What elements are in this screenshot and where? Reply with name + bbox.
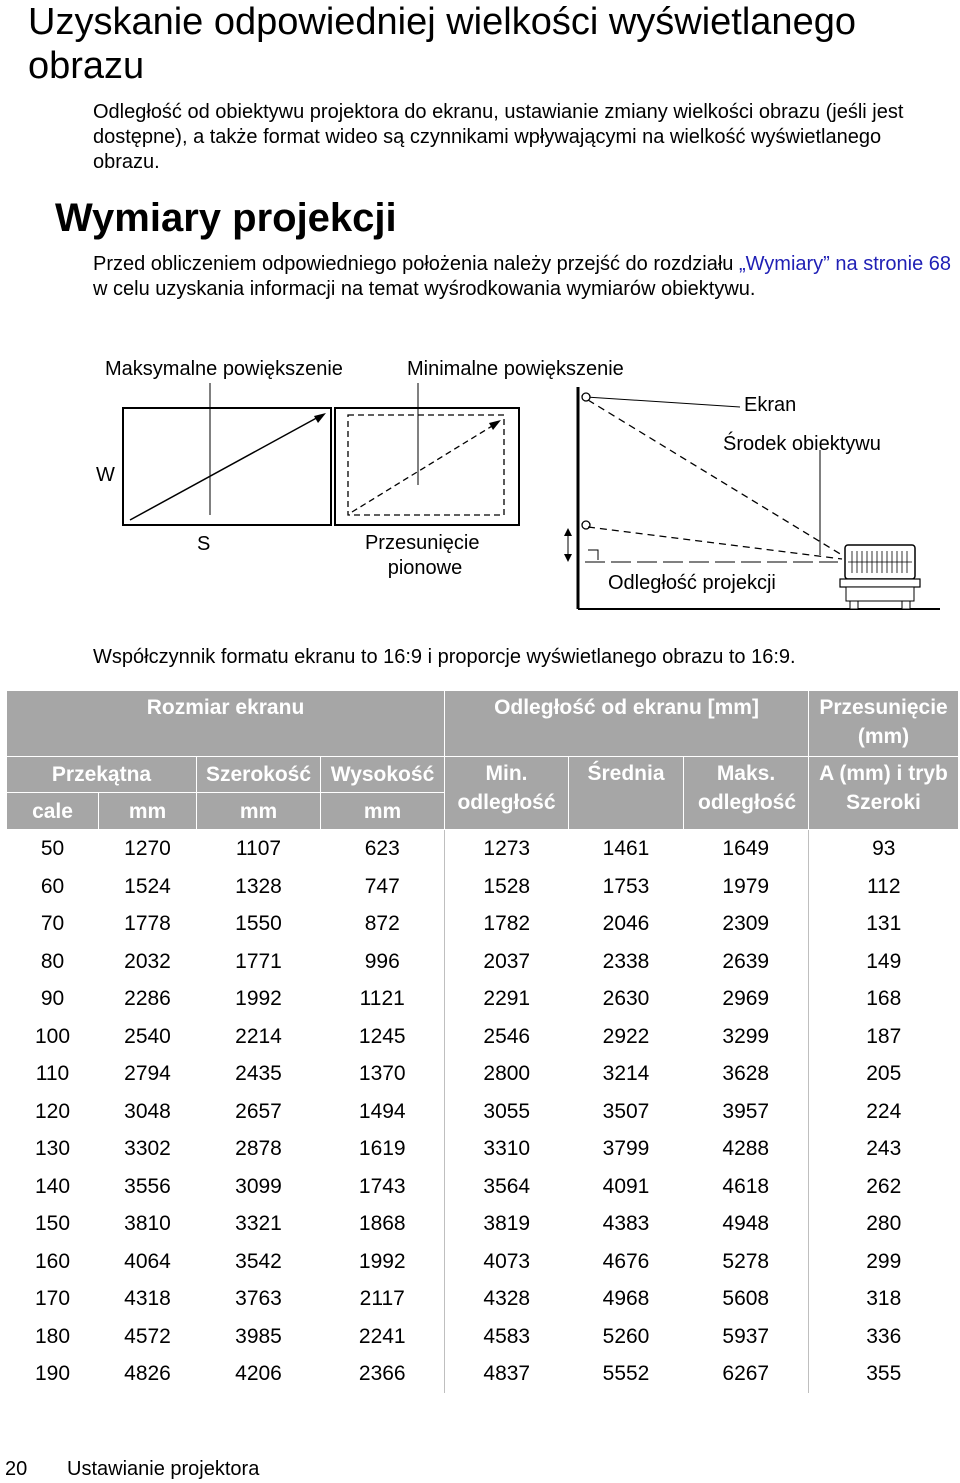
table-row (7, 980, 959, 1018)
table-cell: 2922 (602, 1024, 650, 1048)
table-row (7, 1205, 959, 1243)
table-cell: 4837 (445, 1355, 569, 1393)
table-cell: 1992 (358, 1249, 406, 1273)
table-cell: 2286 (124, 987, 171, 1011)
vertical-shift-arrow-up (564, 528, 572, 536)
header-max-distance: Maks. odległość (684, 757, 809, 830)
table-cell: 4583 (445, 1318, 569, 1356)
vertical-shift-arrow-down (564, 554, 572, 562)
table-cell: 996 (364, 949, 400, 973)
table-cell: 3048 (124, 1099, 171, 1123)
table-cell: 3310 (445, 1130, 569, 1168)
table-cell: 2366 (358, 1362, 406, 1386)
table-cell: 2969 (722, 987, 770, 1011)
table-cell: 1979 (722, 874, 770, 898)
table-cell: 205 (809, 1055, 959, 1093)
table-cell: 1771 (235, 949, 282, 973)
table-cell: 4618 (722, 1174, 770, 1198)
table-cell: 1782 (445, 905, 569, 943)
table-cell: 3321 (235, 1212, 282, 1236)
table-cell: 1778 (124, 912, 171, 936)
table-cell: 93 (809, 830, 959, 868)
table-cell: 50 (40, 837, 65, 861)
table-cell: 2214 (235, 1024, 282, 1048)
screen-pointer-line (586, 397, 740, 407)
table-cell: 623 (364, 837, 400, 861)
vertical-shift-label (365, 532, 485, 579)
screen-label: Ekran (744, 394, 797, 416)
table-cell: 120 (34, 1099, 71, 1123)
table-cell: 3542 (235, 1249, 282, 1273)
table-row (7, 1355, 959, 1393)
section-title: Wymiary projekcji (55, 196, 397, 240)
lens-center-label: Środek obiektywu (723, 433, 881, 455)
table-cell: 5608 (722, 1287, 770, 1311)
header-shift: Przesunięcie (mm) (809, 691, 959, 757)
table-cell: 2032 (124, 949, 171, 973)
s-label: S (197, 533, 211, 555)
header-unit-mm-diagonal: mm (99, 793, 197, 830)
table-row (7, 1280, 959, 1318)
projection-table (6, 690, 959, 1393)
table-cell: 3556 (124, 1174, 171, 1198)
table-cell: 140 (34, 1174, 71, 1198)
table-cell: 110 (35, 1062, 70, 1086)
header-avg-distance: Średnia (569, 757, 684, 830)
table-cell: 3055 (445, 1093, 569, 1131)
table-cell: 747 (364, 874, 400, 898)
header-diagonal: Przekątna (7, 757, 197, 793)
header-width: Szerokość (197, 757, 321, 793)
table-cell: 3763 (235, 1287, 282, 1311)
table-cell: 3507 (602, 1099, 650, 1123)
table-cell: 4968 (602, 1287, 650, 1311)
table-cell: 4288 (722, 1137, 770, 1161)
paragraph-text-before: Przed obliczeniem odpowiedniego położenia należy przejść do rozdziału (93, 253, 739, 275)
table-cell: 336 (809, 1318, 959, 1356)
table-row (7, 1318, 959, 1356)
max-zoom-arrow (314, 413, 326, 423)
table-cell: 318 (809, 1280, 959, 1318)
vertical-shift-label-line-2: pionowe (387, 557, 463, 579)
projection-distance-label: Odległość projekcji (608, 572, 776, 594)
table-cell: 4318 (124, 1287, 171, 1311)
vertical-shift-label-line-1: Przesunięcie (364, 532, 480, 554)
table-cell: 2046 (602, 912, 650, 936)
table-cell: 3628 (722, 1062, 770, 1086)
table-cell: 4676 (602, 1249, 650, 1273)
table-cell: 3819 (445, 1205, 569, 1243)
table-cell: 90 (40, 987, 65, 1011)
table-cell: 299 (809, 1243, 959, 1281)
dimensions-paragraph (93, 252, 953, 302)
table-cell: 2546 (445, 1018, 569, 1056)
page-number: 20 (5, 1458, 28, 1480)
table-cell: 872 (364, 912, 400, 936)
table-cell: 1370 (358, 1062, 406, 1086)
table-cell: 190 (34, 1362, 71, 1386)
header-distance: Odległość od ekranu [mm] (445, 691, 809, 757)
table-cell: 280 (809, 1205, 959, 1243)
table-cell: 1743 (358, 1174, 406, 1198)
table-cell: 1753 (602, 874, 650, 898)
table-cell: 3299 (722, 1024, 770, 1048)
table-cell: 160 (34, 1249, 71, 1273)
table-cell: 3799 (602, 1137, 650, 1161)
table-cell: 168 (809, 980, 959, 1018)
min-zoom-arrow (489, 420, 501, 430)
table-cell: 3810 (124, 1212, 171, 1236)
table-cell: 180 (34, 1324, 71, 1348)
footer-section: Ustawianie projektora (67, 1458, 260, 1480)
table-row (7, 1130, 959, 1168)
table-cell: 2639 (722, 949, 770, 973)
max-zoom-diagonal (130, 415, 322, 520)
screen-bottom-marker (582, 521, 590, 529)
table-cell: 149 (809, 943, 959, 981)
table-cell: 70 (40, 912, 65, 936)
table-row (7, 1168, 959, 1206)
table-cell: 3985 (235, 1324, 282, 1348)
min-zoom-label: Minimalne powiększenie (407, 358, 624, 380)
table-row (7, 943, 959, 981)
table-cell: 1273 (445, 830, 569, 868)
table-cell: 100 (34, 1024, 71, 1048)
table-row (7, 1018, 959, 1056)
table-cell: 1121 (359, 987, 405, 1011)
table-cell: 1245 (358, 1024, 406, 1048)
table-cell: 1992 (235, 987, 282, 1011)
header-unit-inch: cale (7, 793, 99, 830)
table-cell: 3214 (602, 1062, 650, 1086)
table-cell: 4383 (602, 1212, 650, 1236)
paragraph-text-after: w celu uzyskania informacji na temat wyśrodkowania wymiarów obiektywu. (93, 278, 756, 300)
table-cell: 3957 (722, 1099, 770, 1123)
table-cell: 6267 (722, 1362, 770, 1386)
table-cell: 131 (809, 905, 959, 943)
aspect-ratio-caption: Współczynnik formatu ekranu to 16:9 i proporcje wyświetlanego obrazu to 16:9. (93, 646, 796, 668)
table-cell: 5260 (602, 1324, 650, 1348)
header-height: Wysokość (321, 757, 445, 793)
intro-paragraph: Odległość od obiektywu projektora do ekranu, ustawianie zmiany wielkości obrazu (jeśli jest dostępne), a także format wideo są czynnikami wpływającymi na wielkość wyświetlanego obrazu. (93, 101, 904, 173)
table-cell: 224 (809, 1093, 959, 1131)
table-cell: 4948 (722, 1212, 770, 1236)
dimensions-link[interactable]: „Wymiary” na stronie 68 (738, 253, 952, 275)
table-cell: 150 (34, 1212, 71, 1236)
table-cell: 1461 (602, 837, 650, 861)
header-shift-mode: A (mm) i tryb Szeroki (809, 757, 959, 830)
table-cell: 2309 (722, 912, 770, 936)
table-cell: 1328 (235, 874, 282, 898)
table-cell: 1494 (358, 1099, 406, 1123)
table-cell: 1649 (722, 837, 770, 861)
header-unit-mm-width: mm (197, 793, 321, 830)
table-cell: 187 (809, 1018, 959, 1056)
table-cell: 1107 (235, 837, 282, 861)
projection-diagram (0, 345, 960, 620)
table-cell: 1270 (124, 837, 171, 861)
table-row (7, 905, 959, 943)
table-cell: 2435 (235, 1062, 282, 1086)
table-cell: 2657 (235, 1099, 282, 1123)
table-row (7, 1243, 959, 1281)
table-cell: 170 (34, 1287, 71, 1311)
table-row (7, 830, 959, 868)
table-cell: 130 (34, 1137, 71, 1161)
page-title: Uzyskanie odpowiedniej wielkości wyświetlanego obrazu (28, 1, 856, 87)
table-cell: 112 (809, 868, 959, 906)
table-cell: 2291 (445, 980, 569, 1018)
table-cell: 4826 (124, 1362, 171, 1386)
table-row (7, 868, 959, 906)
max-zoom-label: Maksymalne powiększenie (105, 358, 343, 380)
table-cell: 1868 (358, 1212, 406, 1236)
table-cell: 1619 (358, 1137, 406, 1161)
table-cell: 80 (40, 949, 65, 973)
table-cell: 243 (809, 1130, 959, 1168)
table-row (7, 1093, 959, 1131)
min-zoom-diagonal (352, 423, 497, 512)
page-footer (5, 1456, 259, 1482)
table-body (7, 830, 959, 1393)
table-cell: 4572 (124, 1324, 171, 1348)
table-cell: 2117 (359, 1287, 405, 1311)
table-cell: 4073 (445, 1243, 569, 1281)
header-min-distance: Min. odległość (445, 757, 569, 830)
table-cell: 3099 (235, 1174, 282, 1198)
table-cell: 2794 (124, 1062, 171, 1086)
table-cell: 1550 (235, 912, 282, 936)
right-angle-mark (588, 550, 598, 560)
table-cell: 4091 (602, 1174, 650, 1198)
header-unit-mm-height: mm (321, 793, 445, 830)
table-cell: 5552 (602, 1362, 650, 1386)
table-cell: 2037 (445, 943, 569, 981)
table-cell: 355 (809, 1355, 959, 1393)
table-cell: 5937 (722, 1324, 770, 1348)
projector-icon (840, 545, 920, 609)
table-cell: 4064 (124, 1249, 171, 1273)
table-cell: 4328 (445, 1280, 569, 1318)
w-label: W (96, 464, 115, 486)
table-cell: 1528 (445, 868, 569, 906)
header-screen-size: Rozmiar ekranu (7, 691, 445, 757)
table-cell: 5278 (722, 1249, 770, 1273)
table-cell: 60 (40, 874, 65, 898)
table-cell: 262 (809, 1168, 959, 1206)
table-cell: 2241 (358, 1324, 406, 1348)
table-cell: 2800 (445, 1055, 569, 1093)
table-cell: 3564 (445, 1168, 569, 1206)
table-cell: 2338 (602, 949, 650, 973)
table-cell: 2540 (124, 1024, 171, 1048)
table-cell: 2878 (235, 1137, 282, 1161)
table-row (7, 1055, 959, 1093)
table-cell: 1524 (124, 874, 171, 898)
table-cell: 3302 (124, 1137, 171, 1161)
table-cell: 2630 (602, 987, 650, 1011)
table-cell: 4206 (235, 1362, 282, 1386)
